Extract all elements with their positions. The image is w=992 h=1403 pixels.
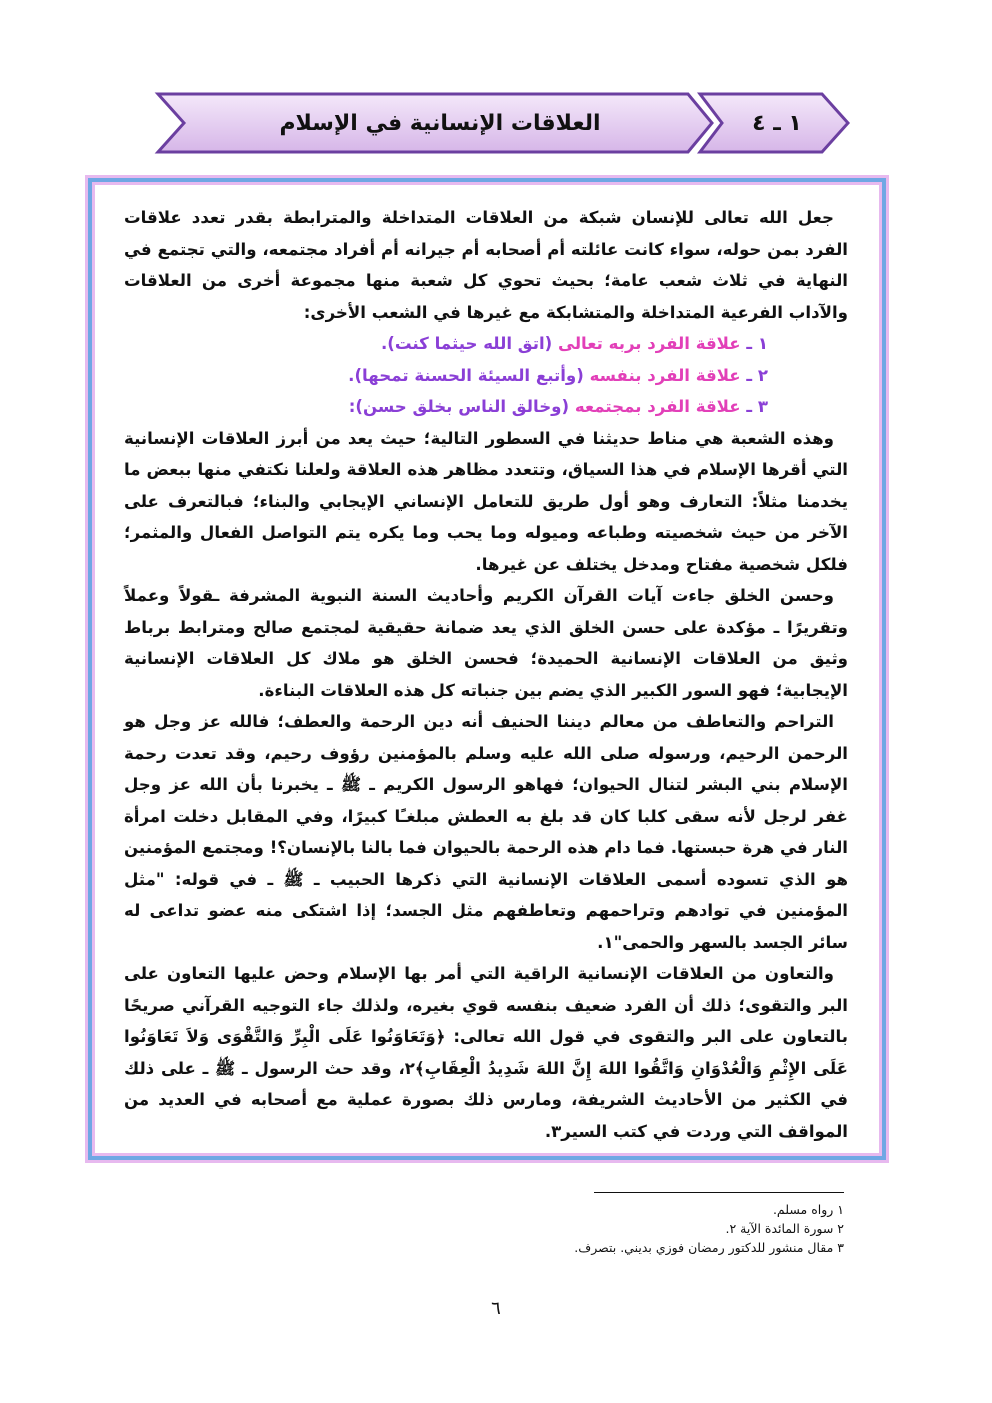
- list-item: [124, 360, 848, 392]
- list-number: ١ ـ: [746, 334, 768, 353]
- list-quote: (وأتبع السيئة الحسنة تمحها).: [348, 365, 584, 385]
- list-quote: (وخالق الناس بخلق حسن):: [348, 397, 570, 416]
- list-item: [124, 328, 848, 360]
- list-label: علاقة الفرد بنفسه: [589, 365, 741, 385]
- list-quote: (اتق الله حيثما كنت).: [380, 334, 553, 353]
- list-item: [124, 391, 848, 423]
- paragraph-acquaintance: وهذه الشعبة هي مناط حديثنا في السطور التالية؛ حيث يعد من أبرز العلاقات الإنسانية التي أقرها الإسلام في هذا السياق، وتتعدد مظاهر هذه العلاقة ولعلنا نكتفي منها ببعض ما يخدمنا مثلاً: التعارف وهو أول طريق للتعامل الإنساني الإيجابي والبناء؛ فبالتعرف على الآخر من حيث شخصيته وطباعه وميوله وما يحب وما يكره يتم التواصل الفعال والمثمر؛ فلكل شخصية مفتاح ومدخل يختلف عن غيرها.: [124, 428, 848, 574]
- section-number: ١ ـ ٤: [752, 110, 802, 136]
- intro-paragraph: جعل الله تعالى للإنسان شبكة من العلاقات المتداخلة والمترابطة بقدر تعدد علاقات الفرد بمن حوله، سواء كانت عائلته أم أصحابه أم جيرانه أم أفراد مجتمعه، والتي تجتمع في النهاية في ثلاث شعب عامة؛ بحيث تحوي كل شعبة منها مجموعة أخرى من العلاقات والآداب الفرعية المتداخلة والمتشابكة مع غيرها في الشعب الأخرى:: [124, 208, 848, 322]
- list-label: علاقة الفرد بمجتمعه: [574, 397, 741, 416]
- paragraph-compassion: التراحم والتعاطف من معالم ديننا الحنيف أنه دين الرحمة والعطف؛ فالله عز وجل هو الرحمن الرحيم، ورسوله صلى الله عليه وسلم بالمؤمنين رؤوف رحيم، وقد تعدت رحمة الإسلام بني البشر لتنال الحيوان؛ فهاهو الرسول الكريم ـ ﷺ ـ يخبرنا بأن الله عز وجل غفر لرجل لأنه سقى كلبا كان قد بلغ به العطش مبلغـًا كبيرًا، وفي المقابل دخلت امرأة النار في هرة حبستها. فما دام هذه الرحمة بالحيوان فما بالنا بالإنسان؟! ومجتمع المؤمنين هو الذي تسوده أسمى العلاقات الإنسانية التي ذكرها الحبيب ـ ﷺ ـ في قوله: "مثل المؤمنين في توادهم وتراحمهم وتعاطفهم مثل الجسد؛ إذا اشتكى منه عضو تداعى له سائر الجسد بالسهر والحمى"١.: [124, 712, 848, 952]
- list-number: ٢ ـ: [746, 365, 768, 385]
- footnote-divider: [594, 1192, 844, 1193]
- paragraph-good-character: وحسن الخلق جاءت آيات القرآن الكريم وأحاديث السنة النبوية المشرفة ـقولاً وعملاً وتقريرًا ـ مؤكدة على حسن الخلق الذي يعد ضمانة حقيقية لمجتمع صالح ومترابط برباط وثيق من العلاقات الإنسانية الحميدة؛ فحسن الخلق هو ملاك كل العلاقات الإنسانية الإيجابية؛ فهو السور الكبير الذي يضم بين جنباته كل هذه العلاقات البناءة.: [124, 586, 848, 700]
- page-number: ٦: [491, 1298, 501, 1319]
- list-number: ٣ ـ: [746, 397, 768, 416]
- footnotes: [500, 1200, 844, 1257]
- page-title: العلاقات الإنسانية في الإسلام: [279, 110, 601, 136]
- paragraph-cooperation: والتعاون من العلاقات الإنسانية الراقية التي أمر بها الإسلام وحض عليها التعاون على البر والتقوى؛ ذلك أن الفرد ضعيف بنفسه قوي بغيره، ولذلك جاء التوجيه القرآني صريحًا بالتعاون على البر والتقوى في قول الله تعالى: ﴿وَتَعَاوَنُوا عَلَى الْبِرِّ وَالتَّقْوَى وَلاَ تَعَاوَنُوا عَلَى الإِثْمِ وَالْعُدْوَانِ وَاتَّقُوا اللهَ إِنَّ اللهَ شَدِيدُ الْعِقَابِ﴾٢، وقد حث الرسول ـ ﷺ ـ على ذلك في الكثير من الأحاديث الشريفة، ومارس ذلك بصورة عملية مع أصحابه في العديد من المواقف التي وردت في كتب السير٣.: [124, 964, 848, 1141]
- footnote: ٣ مقال منشور للدكتور رمضان فوزي بديني. بتصرف.: [574, 1240, 844, 1255]
- footnote: ٢ سورة المائدة الآية ٢.: [725, 1221, 844, 1236]
- list-label: علاقة الفرد بربه تعالى: [558, 334, 741, 353]
- article-body: [124, 202, 848, 1147]
- footnote: ١ رواه مسلم.: [772, 1202, 844, 1217]
